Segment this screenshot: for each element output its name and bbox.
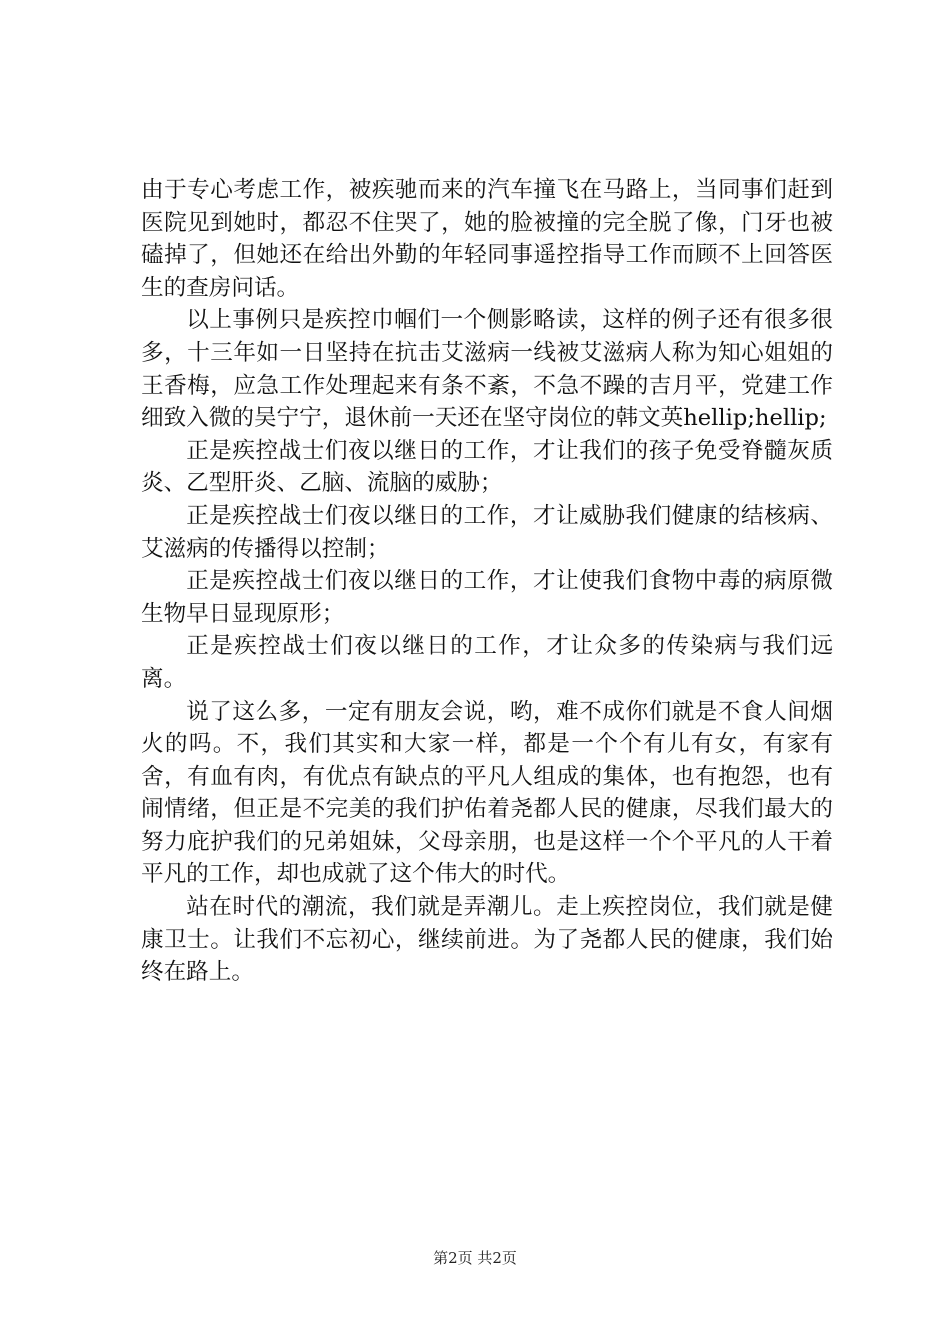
paragraph-food-poisoning: 正是疾控战士们夜以继日的工作，才让使我们食物中毒的病原微生物早日显现原形； — [141, 568, 833, 627]
page-number-footer: 第2页 共2页 — [433, 1249, 517, 1267]
paragraph-vaccines: 正是疾控战士们夜以继日的工作，才让我们的孩子免受脊髓灰质炎、乙型肝炎、乙脑、流脑的威胁； — [141, 437, 833, 497]
paragraph-tb-aids: 正是疾控战士们夜以继日的工作，才让威胁我们健康的结核病、艾滋病的传播得以控制； — [141, 502, 833, 562]
paragraph-examples: 以上事例只是疾控巾帼们一个侧影略读，这样的例子还有很多很多，十三年如一日坚持在抗击艾滋病一线被艾滋病人称为知心姐姐的王香梅，应急工作处理起来有条不紊，不急不躁的吉月平，党建工作细致入微的吴宁宁，退休前一天还在坚守岗位的韩文英hellip;hellip; — [141, 307, 833, 432]
paragraph-continuation: 由于专心考虑工作，被疾驰而来的汽车撞飞在马路上，当同事们赶到医院见到她时，都忍不住哭了，她的脸被撞的完全脱了像，门牙也被磕掉了，但她还在给出外勤的年轻同事遥控指导工作而顾不上回答医生的查房问话。 — [141, 177, 833, 301]
document-body — [141, 174, 833, 989]
paragraph-closing: 站在时代的潮流，我们就是弄潮儿。走上疾控岗位，我们就是健康卫士。让我们不忘初心，继续前进。为了尧都人民的健康，我们始终在路上。 — [141, 894, 833, 986]
paragraph-infectious-disease: 正是疾控战士们夜以继日的工作，才让众多的传染病与我们远离。 — [141, 633, 833, 692]
paragraph-ordinary-people: 说了这么多，一定有朋友会说，哟，难不成你们就是不食人间烟火的吗。不，我们其实和大家一样，都是一个个有儿有女，有家有舍，有血有肉，有优点有缺点的平凡人组成的集体，也有抱怨，也有闹情绪，但正是不完美的我们护佑着尧都人民的健康，尽我们最大的努力庇护我们的兄弟姐妹，父母亲朋，也是这样一个个平凡的人干着平凡的工作，却也成就了这个伟大的时代。 — [141, 698, 833, 888]
